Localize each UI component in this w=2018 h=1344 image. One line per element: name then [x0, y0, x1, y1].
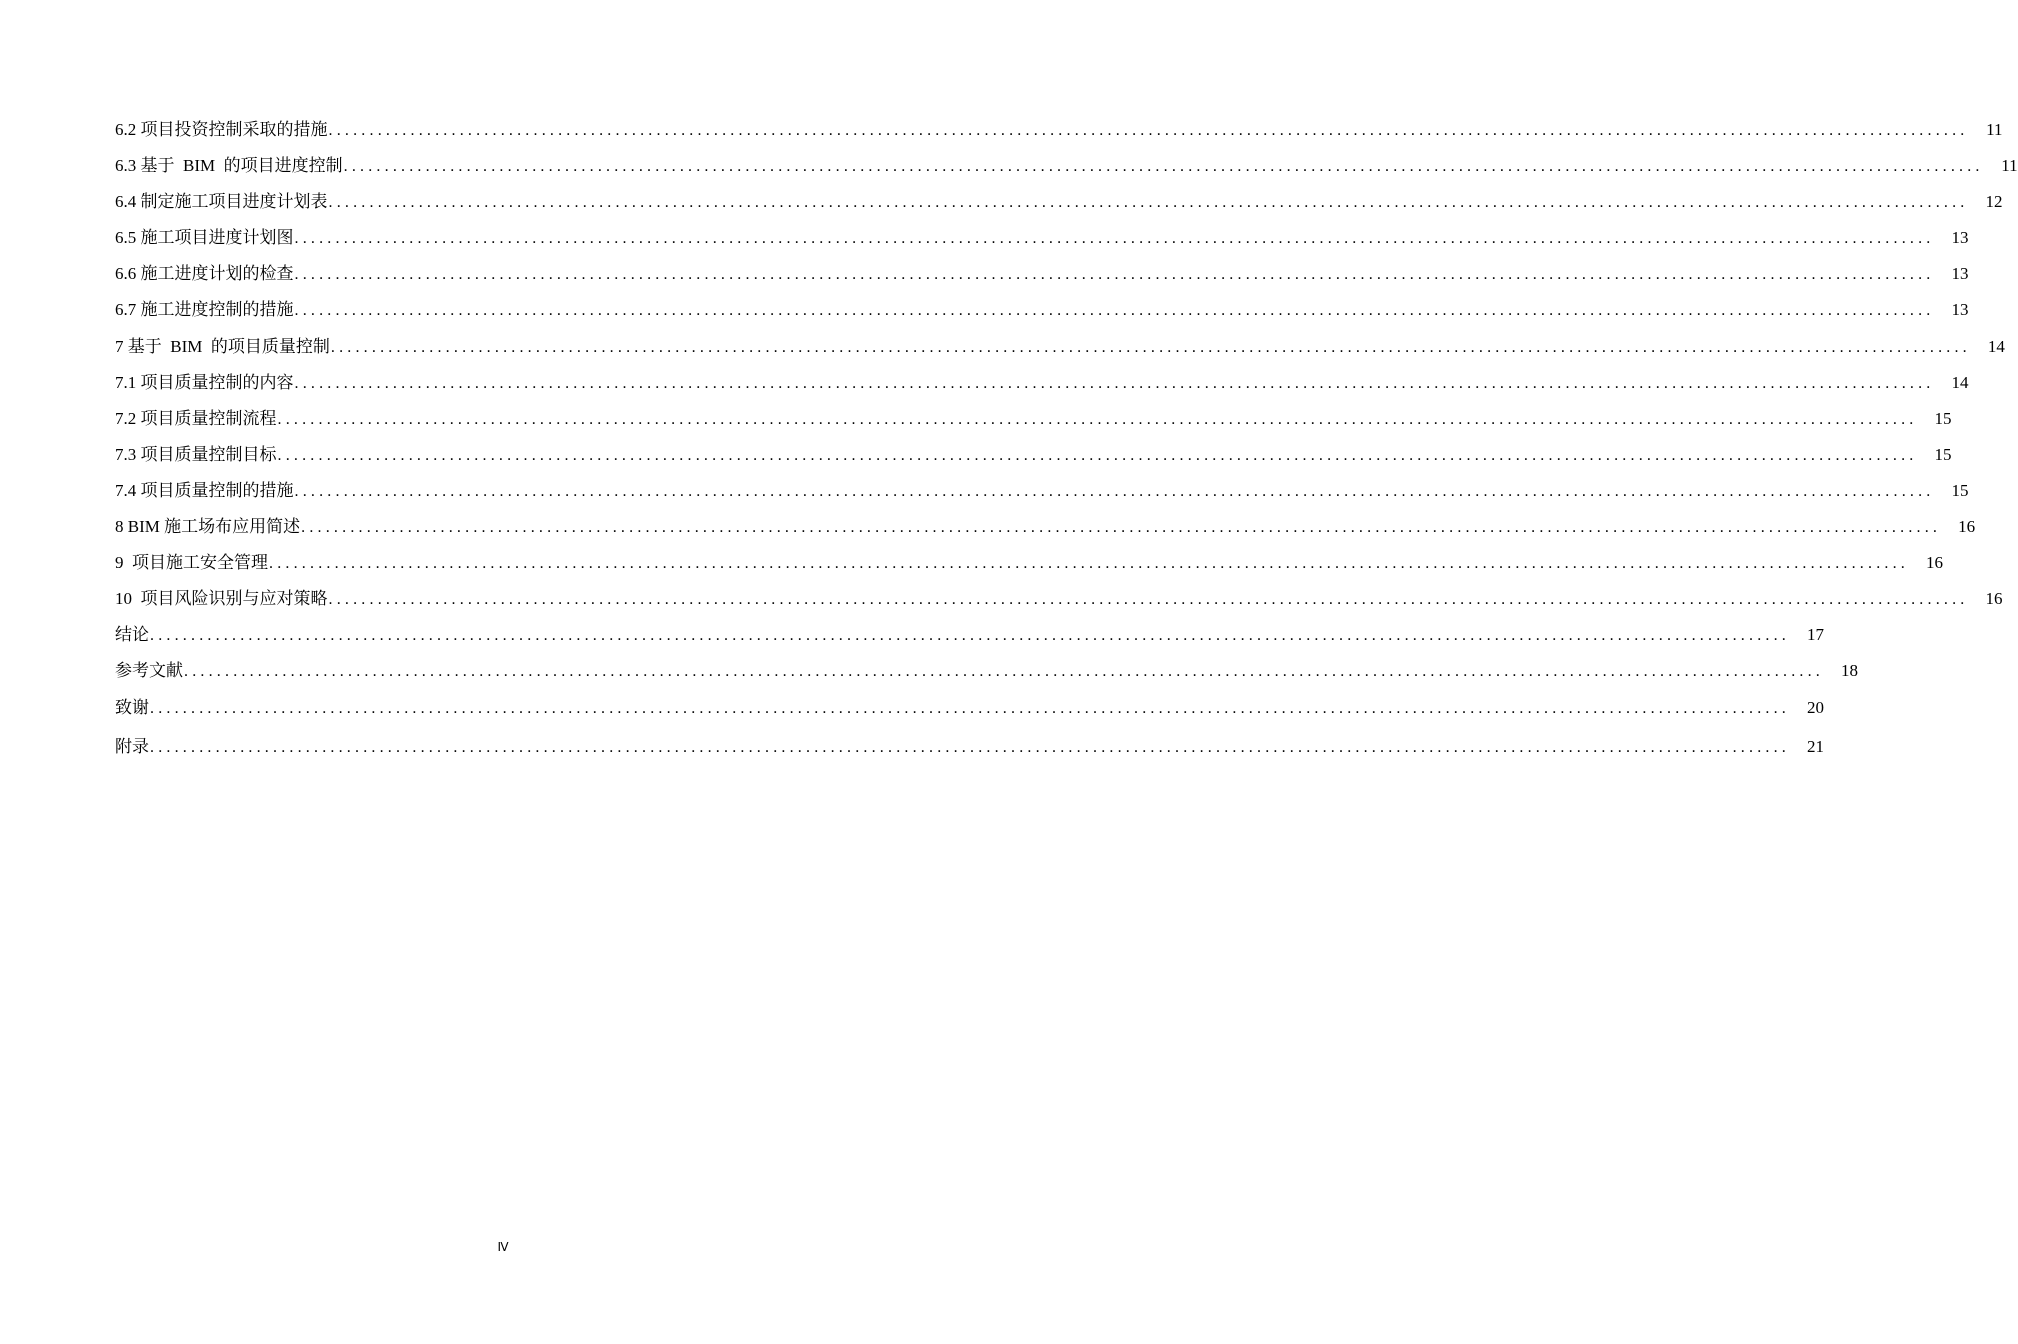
toc-dot-leader: ........................................................................................................................................................................................................ — [277, 446, 1918, 464]
toc-entry[interactable] — [115, 586, 2003, 622]
toc-dot-leader: ........................................................................................................................................................................................................ — [277, 410, 1918, 428]
toc-entry-page: 13 — [1951, 228, 1969, 248]
toc-dot-leader: ........................................................................................................................................................................................................ — [328, 194, 1969, 212]
toc-entry-page: 12 — [1985, 192, 2003, 212]
toc-entry[interactable] — [115, 695, 1824, 731]
toc-entry[interactable] — [115, 261, 1969, 297]
toc-entry-title: 7.3 项目质量控制目标 — [115, 444, 277, 464]
toc-entry[interactable] — [115, 622, 1824, 658]
toc-entry-page: 15 — [1934, 444, 1952, 464]
toc-entry-title: 6.6 施工进度计划的检查 — [115, 264, 294, 284]
toc-entry[interactable] — [115, 225, 1969, 261]
toc-entry-title: 致谢 — [115, 697, 149, 717]
toc-entry-page: 21 — [1807, 736, 1824, 756]
toc-entry-page: 16 — [1985, 589, 2003, 609]
toc-dot-leader: ........................................................................................................................................................................................................ — [294, 482, 1935, 500]
toc-dot-leader: ........................................................................................................................................................................................................ — [184, 663, 1824, 681]
toc-entry[interactable] — [115, 658, 1858, 694]
toc-dot-leader: ........................................................................................................................................................................................................ — [294, 230, 1935, 248]
toc-dot-leader: ........................................................................................................................................................................................................ — [294, 374, 1935, 392]
toc-entry-title: 9 项目施工安全管理 — [115, 553, 268, 573]
toc-entry-page: 17 — [1807, 625, 1824, 645]
toc-entry-title: 6.5 施工项目进度计划图 — [115, 228, 294, 248]
toc-entry-title: 10 项目风险识别与应对策略 — [115, 589, 328, 609]
toc-dot-leader: ........................................................................................................................................................................................................ — [301, 519, 1942, 537]
toc-entry[interactable] — [115, 550, 1943, 586]
toc-entry-title: 8 BIM 施工场布应用简述 — [115, 517, 301, 537]
toc-dot-leader: ........................................................................................................................................................................................................ — [328, 591, 1969, 609]
toc-entry-page: 16 — [1958, 517, 1976, 537]
table-of-contents — [115, 117, 2018, 770]
toc-entry-title: 7.1 项目质量控制的内容 — [115, 372, 294, 392]
toc-entry[interactable] — [115, 442, 1952, 478]
toc-entry-title: 参考文献 — [115, 661, 183, 681]
toc-dot-leader: ........................................................................................................................................................................................................ — [150, 699, 1790, 717]
toc-dot-leader: ........................................................................................................................................................................................................ — [294, 302, 1935, 320]
toc-dot-leader: ........................................................................................................................................................................................................ — [343, 158, 1984, 176]
toc-dot-leader: ........................................................................................................................................................................................................ — [294, 266, 1935, 284]
toc-entry-page: 15 — [1951, 480, 1969, 500]
toc-entry-title: 6.7 施工进度控制的措施 — [115, 300, 294, 320]
toc-entry-page: 13 — [1951, 300, 1969, 320]
toc-dot-leader: ........................................................................................................................................................................................................ — [150, 738, 1790, 756]
page-number: Ⅳ — [497, 1240, 509, 1254]
toc-dot-leader: ........................................................................................................................................................................................................ — [330, 338, 1971, 356]
toc-entry-page: 14 — [1987, 336, 2005, 356]
toc-entry-title: 7 基于 BIM 的项目质量控制 — [115, 336, 330, 356]
toc-entry[interactable] — [115, 370, 1969, 406]
toc-entry-title: 结论 — [115, 625, 149, 645]
toc-entry-page: 20 — [1807, 697, 1824, 717]
toc-entry-page: 18 — [1841, 661, 1858, 681]
toc-entry[interactable] — [115, 153, 2018, 189]
toc-entry[interactable] — [115, 406, 1952, 442]
toc-entry-page: 14 — [1951, 372, 1969, 392]
toc-entry[interactable] — [115, 734, 1824, 770]
toc-entry[interactable] — [115, 478, 1969, 514]
toc-entry-page: 11 — [2001, 156, 2018, 176]
toc-dot-leader: ........................................................................................................................................................................................................ — [328, 122, 1969, 139]
toc-entry-title: 6.3 基于 BIM 的项目进度控制 — [115, 156, 343, 176]
toc-entry-title: 7.4 项目质量控制的措施 — [115, 480, 294, 500]
toc-entry-title: 7.2 项目质量控制流程 — [115, 408, 277, 428]
toc-entry[interactable] — [115, 297, 1969, 333]
toc-entry[interactable] — [115, 189, 2003, 225]
toc-entry-page: 15 — [1934, 408, 1952, 428]
toc-entry-title: 6.4 制定施工项目进度计划表 — [115, 192, 328, 212]
toc-entry-title: 附录 — [115, 736, 149, 756]
toc-entry[interactable] — [115, 514, 1976, 550]
toc-dot-leader: ........................................................................................................................................................................................................ — [269, 555, 1909, 573]
toc-entry-page: 13 — [1951, 264, 1969, 284]
toc-entry-page: 16 — [1926, 553, 1943, 573]
toc-entry[interactable] — [115, 334, 2005, 370]
toc-entry-title: 6.2 项目投资控制采取的措施 — [115, 120, 328, 139]
toc-dot-leader: ........................................................................................................................................................................................................ — [150, 627, 1790, 645]
toc-entry[interactable] — [115, 117, 2003, 153]
toc-entry-page: 11 — [1986, 120, 2003, 139]
